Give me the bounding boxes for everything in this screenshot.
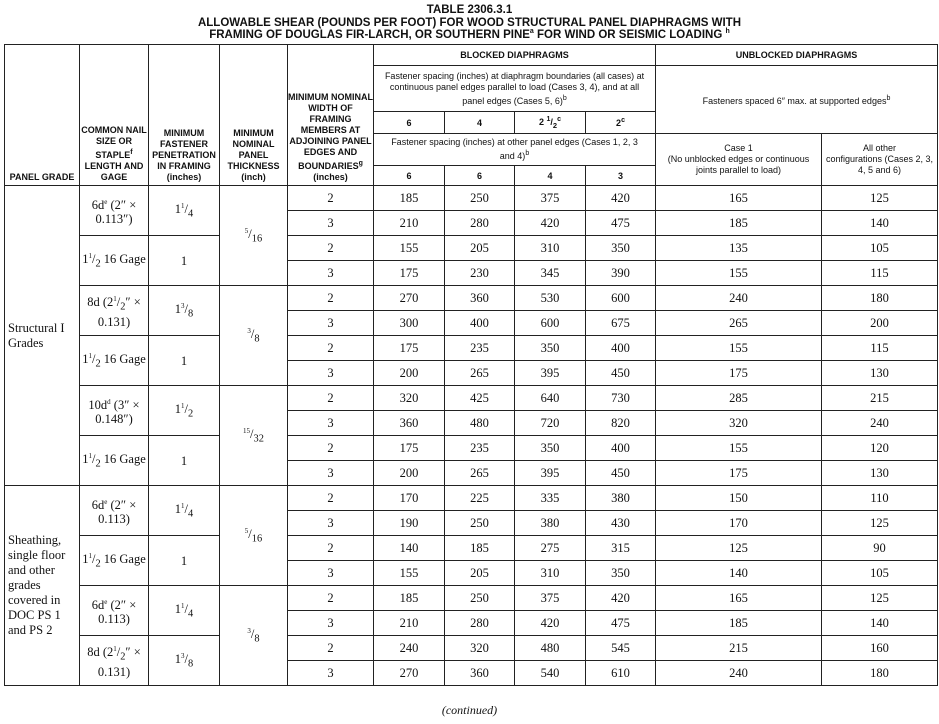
penetration-cell: $1^3/_8$	[149, 636, 220, 686]
value-cell: 140	[822, 211, 938, 236]
unblocked-spacing-header: Fasteners spaced 6″ max. at supported edges$^b$	[656, 66, 938, 134]
fastener-cell: 8d $(2^1/_2'' \times 0.131)$	[80, 636, 149, 686]
value-cell: 105	[822, 561, 938, 586]
table-row	[5, 236, 938, 261]
value-cell: 270	[374, 661, 445, 686]
value-cell: 235	[445, 336, 515, 361]
value-cell: 190	[374, 511, 445, 536]
width-cell: 2	[288, 636, 374, 661]
value-cell: 185	[445, 536, 515, 561]
value-cell: 115	[822, 261, 938, 286]
width-cell: 3	[288, 611, 374, 636]
table-row	[5, 186, 938, 211]
other-spacing-1: 6	[374, 166, 445, 186]
value-cell: 205	[445, 561, 515, 586]
fastener-cell: $6d^e$ (2″ × 0.113″)	[80, 186, 149, 236]
width-cell: 3	[288, 561, 374, 586]
penetration-cell: $1^1/_4$	[149, 586, 220, 636]
value-cell: 280	[445, 611, 515, 636]
value-cell: 320	[374, 386, 445, 411]
value-cell: 165	[656, 186, 822, 211]
continued-note: (continued)	[441, 703, 498, 717]
value-cell: 285	[656, 386, 822, 411]
value-cell: 125	[656, 536, 822, 561]
value-cell: 475	[586, 211, 656, 236]
penetration-cell: $1^1/_4$	[149, 486, 220, 536]
width-cell: 2	[288, 436, 374, 461]
width-cell: 3	[288, 311, 374, 336]
framing-width-header: MINIMUM NOMINAL WIDTH OF FRAMING MEMBERS AT ADJOINING PANEL EDGES AND BOUNDARIES$^g$ (inches)	[288, 45, 374, 186]
width-cell: 3	[288, 511, 374, 536]
penetration-cell: 1	[149, 336, 220, 386]
value-cell: 480	[515, 636, 586, 661]
width-cell: 2	[288, 236, 374, 261]
fastener-cell: $10d^d$ (3″ × 0.148″)	[80, 386, 149, 436]
value-cell: 175	[374, 436, 445, 461]
value-cell: 380	[586, 486, 656, 511]
width-cell: 2	[288, 286, 374, 311]
fastener-cell: $1^1/_2$ 16 Gage	[80, 436, 149, 486]
value-cell: 180	[822, 286, 938, 311]
value-cell: 730	[586, 386, 656, 411]
width-cell: 2	[288, 536, 374, 561]
value-cell: 170	[374, 486, 445, 511]
value-cell: 250	[445, 586, 515, 611]
other-configs-header: All other configurations (Cases 2, 3, 4, 5 and 6)	[822, 134, 938, 186]
value-cell: 320	[445, 636, 515, 661]
value-cell: 400	[586, 336, 656, 361]
value-cell: 200	[822, 311, 938, 336]
value-cell: 155	[374, 236, 445, 261]
table-row	[5, 286, 938, 311]
width-cell: 3	[288, 261, 374, 286]
value-cell: 140	[374, 536, 445, 561]
value-cell: 210	[374, 611, 445, 636]
value-cell: 320	[656, 411, 822, 436]
value-cell: 300	[374, 311, 445, 336]
value-cell: 175	[374, 261, 445, 286]
width-cell: 3	[288, 211, 374, 236]
value-cell: 120	[822, 436, 938, 461]
value-cell: 150	[656, 486, 822, 511]
value-cell: 155	[656, 436, 822, 461]
width-cell: 2	[288, 186, 374, 211]
value-cell: 175	[656, 461, 822, 486]
table-row	[5, 586, 938, 611]
value-cell: 235	[445, 436, 515, 461]
table-row	[5, 336, 938, 361]
value-cell: 640	[515, 386, 586, 411]
value-cell: 175	[374, 336, 445, 361]
value-cell: 450	[586, 361, 656, 386]
value-cell: 250	[445, 511, 515, 536]
thickness-cell: $^5/_{16}$	[220, 186, 288, 286]
value-cell: 210	[374, 211, 445, 236]
table-number: TABLE 2306.3.1	[426, 4, 513, 16]
penetration-cell: 1	[149, 236, 220, 286]
other-edges-header: Fastener spacing (inches) at other panel edges (Cases 1, 2, 3 and 4)$^b$	[374, 134, 656, 166]
thickness-cell: $^{15}/_{32}$	[220, 386, 288, 486]
value-cell: 115	[822, 336, 938, 361]
table-row	[5, 536, 938, 561]
value-cell: 200	[374, 361, 445, 386]
value-cell: 240	[656, 286, 822, 311]
value-cell: 170	[656, 511, 822, 536]
value-cell: 675	[586, 311, 656, 336]
penetration-cell: $1^1/_4$	[149, 186, 220, 236]
value-cell: 315	[586, 536, 656, 561]
value-cell: 360	[374, 411, 445, 436]
value-cell: 125	[822, 186, 938, 211]
fastener-cell: $6d^e$ (2″ × 0.113)	[80, 486, 149, 536]
fastener-cell: $1^1/_2$ 16 Gage	[80, 536, 149, 586]
value-cell: 140	[822, 611, 938, 636]
width-cell: 3	[288, 461, 374, 486]
boundary-spacing-1: 6	[374, 112, 445, 134]
penetration-cell: $1^3/_8$	[149, 286, 220, 336]
value-cell: 530	[515, 286, 586, 311]
value-cell: 350	[515, 436, 586, 461]
value-cell: 200	[374, 461, 445, 486]
thickness-cell: $^3/_8$	[220, 286, 288, 386]
value-cell: 400	[586, 436, 656, 461]
value-cell: 395	[515, 361, 586, 386]
case1-header: Case 1 (No unblocked edges or continuous joints parallel to load)	[656, 134, 822, 186]
value-cell: 420	[515, 211, 586, 236]
width-cell: 3	[288, 361, 374, 386]
value-cell: 230	[445, 261, 515, 286]
value-cell: 125	[822, 511, 938, 536]
thickness-cell: $^5/_{16}$	[220, 486, 288, 586]
value-cell: 395	[515, 461, 586, 486]
thickness-header: MINIMUM NOMINAL PANEL THICKNESS (inch)	[220, 45, 288, 186]
value-cell: 130	[822, 461, 938, 486]
value-cell: 310	[515, 561, 586, 586]
value-cell: 350	[586, 561, 656, 586]
value-cell: 400	[445, 311, 515, 336]
value-cell: 475	[586, 611, 656, 636]
penetration-header: MINIMUM FASTENER PENETRATION IN FRAMING (inches)	[149, 45, 220, 186]
fastener-cell: $1^1/_2$ 16 Gage	[80, 236, 149, 286]
width-cell: 3	[288, 661, 374, 686]
table-row	[5, 486, 938, 511]
value-cell: 240	[374, 636, 445, 661]
value-cell: 160	[822, 636, 938, 661]
value-cell: 360	[445, 286, 515, 311]
blocked-header: BLOCKED DIAPHRAGMS	[374, 45, 656, 66]
fastener-cell: 8d $(2^1/_2'' \times 0.131)$	[80, 286, 149, 336]
boundary-spacing-3: 2 $^1/_2^c$	[515, 112, 586, 134]
value-cell: 265	[445, 461, 515, 486]
value-cell: 140	[656, 561, 822, 586]
value-cell: 205	[445, 236, 515, 261]
value-cell: 335	[515, 486, 586, 511]
width-cell: 2	[288, 386, 374, 411]
value-cell: 350	[515, 336, 586, 361]
boundary-spacing-2: 4	[445, 112, 515, 134]
value-cell: 600	[515, 311, 586, 336]
grade-sheathing: Sheathing, single floor and other grades covered in DOC PS 1 and PS 2	[5, 486, 80, 686]
value-cell: 225	[445, 486, 515, 511]
value-cell: 180	[822, 661, 938, 686]
value-cell: 345	[515, 261, 586, 286]
value-cell: 185	[374, 586, 445, 611]
panel-grade-header: PANEL GRADE	[5, 45, 80, 186]
table-row	[5, 636, 938, 661]
value-cell: 130	[822, 361, 938, 386]
value-cell: 360	[445, 661, 515, 686]
boundary-spacing-header: Fastener spacing (inches) at diaphragm boundaries (all cases) at continuous panel edges parallel to load (Cases 3, 4), and at all panel edges (Cases 5, 6)$^b$	[374, 66, 656, 112]
value-cell: 480	[445, 411, 515, 436]
value-cell: 265	[445, 361, 515, 386]
value-cell: 375	[515, 586, 586, 611]
value-cell: 420	[586, 186, 656, 211]
value-cell: 185	[374, 186, 445, 211]
value-cell: 380	[515, 511, 586, 536]
fastener-cell: $1^1/_2$ 16 Gage	[80, 336, 149, 386]
value-cell: 250	[445, 186, 515, 211]
value-cell: 175	[656, 361, 822, 386]
value-cell: 155	[656, 261, 822, 286]
other-spacing-3: 4	[515, 166, 586, 186]
width-cell: 3	[288, 411, 374, 436]
table-row	[5, 386, 938, 411]
value-cell: 275	[515, 536, 586, 561]
penetration-cell: 1	[149, 436, 220, 486]
value-cell: 135	[656, 236, 822, 261]
value-cell: 420	[515, 611, 586, 636]
value-cell: 270	[374, 286, 445, 311]
width-cell: 2	[288, 486, 374, 511]
width-cell: 2	[288, 586, 374, 611]
value-cell: 105	[822, 236, 938, 261]
unblocked-header: UNBLOCKED DIAPHRAGMS	[656, 45, 938, 66]
header-row-1	[5, 45, 938, 66]
value-cell: 420	[586, 586, 656, 611]
value-cell: 545	[586, 636, 656, 661]
other-spacing-2: 6	[445, 166, 515, 186]
value-cell: 720	[515, 411, 586, 436]
width-cell: 2	[288, 336, 374, 361]
value-cell: 820	[586, 411, 656, 436]
grade-structural: Structural I Grades	[5, 186, 80, 486]
boundary-spacing-4: 2$^c$	[586, 112, 656, 134]
value-cell: 600	[586, 286, 656, 311]
penetration-cell: 1	[149, 536, 220, 586]
table-title-line-1: ALLOWABLE SHEAR (POUNDS PER FOOT) FOR WOOD STRUCTURAL PANEL DIAPHRAGMS WITH	[197, 17, 742, 29]
value-cell: 110	[822, 486, 938, 511]
nail-size-header: COMMON NAIL SIZE OR STAPLE$^f$ LENGTH AND GAGE	[80, 45, 149, 186]
thickness-cell: $^3/_8$	[220, 586, 288, 686]
value-cell: 240	[656, 661, 822, 686]
value-cell: 90	[822, 536, 938, 561]
value-cell: 215	[656, 636, 822, 661]
value-cell: 215	[822, 386, 938, 411]
penetration-cell: $1^1/_2$	[149, 386, 220, 436]
shear-table	[4, 44, 938, 686]
table-row	[5, 436, 938, 461]
value-cell: 125	[822, 586, 938, 611]
value-cell: 430	[586, 511, 656, 536]
value-cell: 375	[515, 186, 586, 211]
value-cell: 540	[515, 661, 586, 686]
value-cell: 185	[656, 211, 822, 236]
other-spacing-4: 3	[586, 166, 656, 186]
value-cell: 610	[586, 661, 656, 686]
value-cell: 280	[445, 211, 515, 236]
value-cell: 310	[515, 236, 586, 261]
value-cell: 185	[656, 611, 822, 636]
value-cell: 425	[445, 386, 515, 411]
value-cell: 450	[586, 461, 656, 486]
value-cell: 390	[586, 261, 656, 286]
value-cell: 165	[656, 586, 822, 611]
value-cell: 155	[656, 336, 822, 361]
fastener-cell: $6d^e$ (2″ × 0.113)	[80, 586, 149, 636]
table-title-line-2: FRAMING OF DOUGLAS FIR-LARCH, OR SOUTHERN PINE$^a$ FOR WIND OR SEISMIC LOADING $^h$	[209, 28, 730, 41]
value-cell: 350	[586, 236, 656, 261]
value-cell: 155	[374, 561, 445, 586]
value-cell: 240	[822, 411, 938, 436]
value-cell: 265	[656, 311, 822, 336]
